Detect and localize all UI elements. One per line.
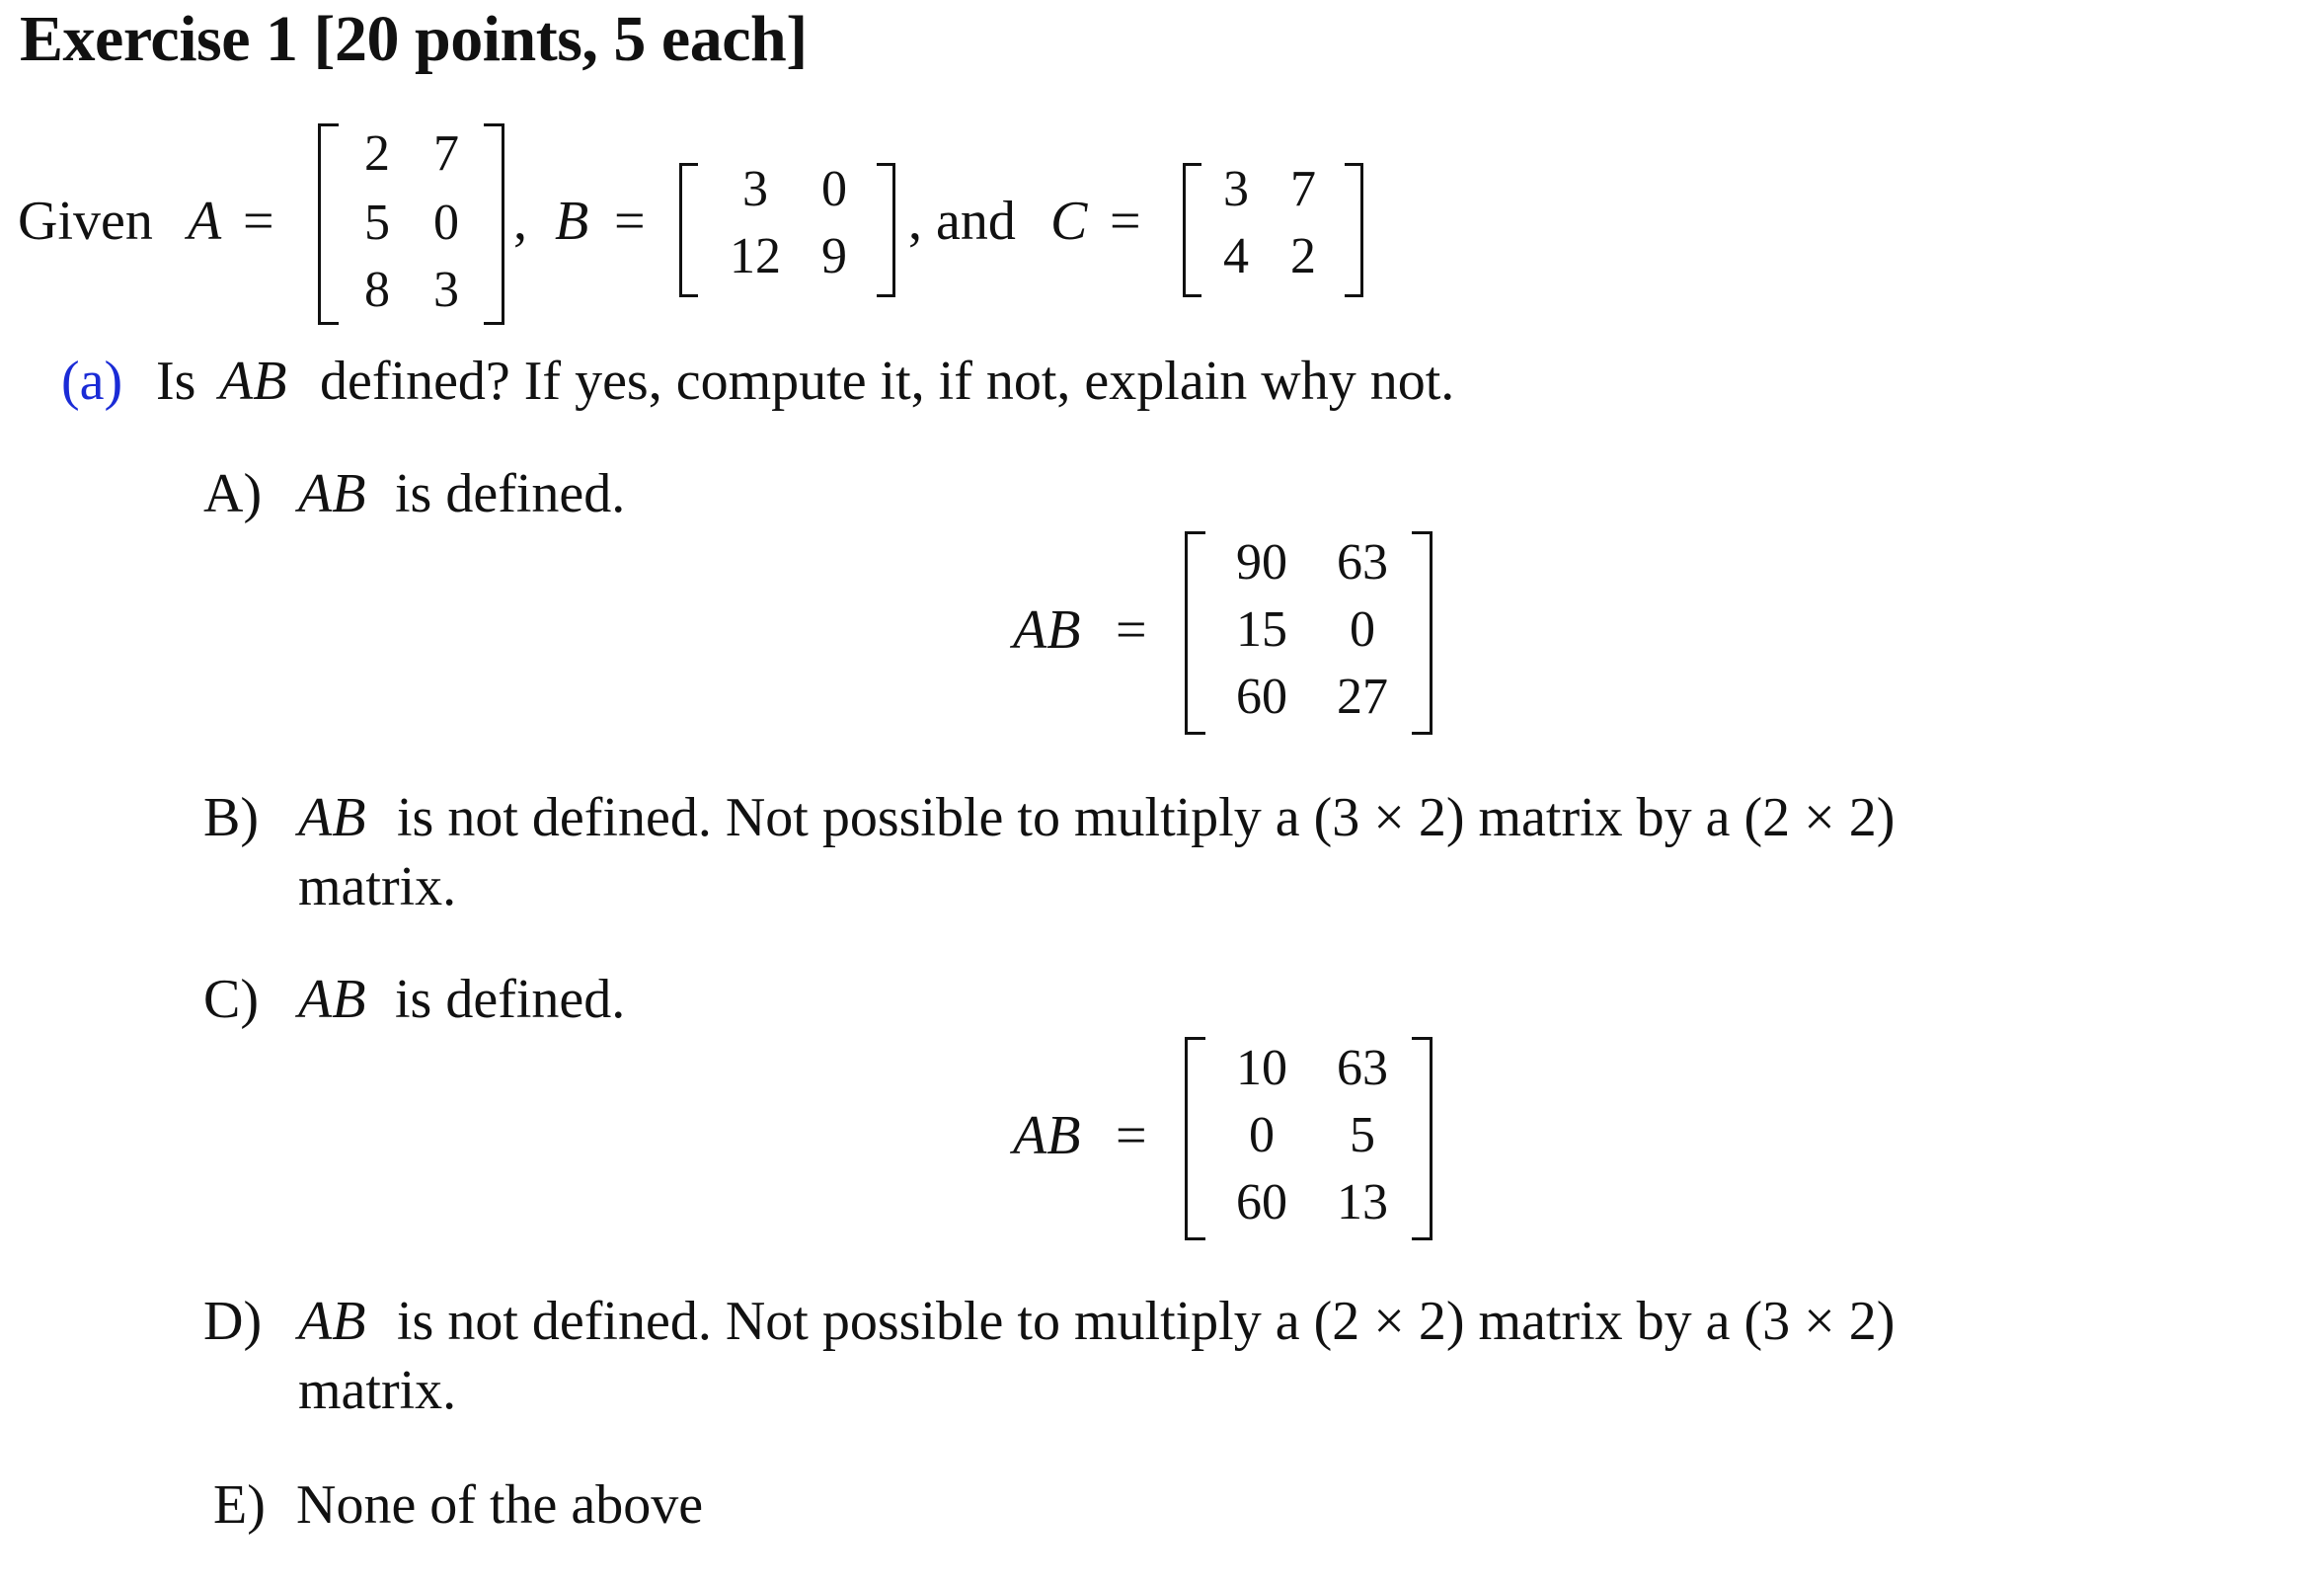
matrix-c-right-bracket (1345, 163, 1363, 297)
matrix-a-name: A (188, 191, 222, 252)
option-b-label: B) (203, 787, 259, 848)
given-word: Given (18, 191, 153, 252)
option-a-matrix-cell: 27 (1337, 669, 1388, 725)
option-a-equals: = (1116, 599, 1147, 661)
option-a-matrix-cell: 15 (1236, 601, 1287, 658)
matrix-b-name: B (555, 191, 589, 252)
question-var: AB (219, 351, 287, 412)
matrix-c-name: C (1050, 191, 1088, 252)
question-text-before: Is (156, 351, 196, 412)
option-c-matrix-cell: 63 (1337, 1040, 1388, 1096)
matrix-c-left-bracket (1183, 163, 1201, 297)
matrix-a-cell: 5 (364, 195, 390, 251)
option-a-matrix-cell: 0 (1350, 601, 1375, 658)
option-a-right-bracket (1412, 531, 1433, 735)
option-e-label: E) (213, 1474, 266, 1536)
option-a-matrix-cell: 90 (1236, 534, 1287, 591)
option-d-text: is not defined. Not possible to multiply a (2 × 2) matrix by a (3 × 2) (397, 1291, 1896, 1352)
option-c-matrix-cell: 5 (1350, 1107, 1375, 1163)
option-c-equals: = (1116, 1105, 1147, 1166)
matrix-a-cell: 2 (364, 125, 390, 182)
option-c-left-bracket (1185, 1037, 1205, 1240)
and-word: , and (908, 191, 1016, 252)
question-text: defined? If yes, compute it, if not, explain why not. (320, 351, 1455, 412)
option-a-matrix-cell: 63 (1337, 534, 1388, 591)
matrix-b-left-bracket (679, 163, 698, 297)
equals-sign: = (614, 191, 646, 252)
option-c-var: AB (298, 969, 366, 1030)
matrix-c-cell: 7 (1290, 161, 1316, 217)
matrix-a-cell: 3 (433, 262, 459, 318)
option-a-matrix-cell: 60 (1236, 669, 1287, 725)
equals-sign: = (243, 191, 274, 252)
matrix-b-cell: 12 (730, 228, 781, 284)
option-c-matrix-cell: 10 (1236, 1040, 1287, 1096)
matrix-c-cell: 4 (1223, 228, 1249, 284)
matrix-b-cell: 9 (821, 228, 847, 284)
option-c-matrix-cell: 60 (1236, 1174, 1287, 1230)
matrix-a-cell: 0 (433, 195, 459, 251)
option-c-label: C) (203, 969, 259, 1030)
option-a-label: A) (203, 463, 263, 524)
comma: , (513, 191, 527, 252)
option-a-eq-lhs: AB (1013, 599, 1081, 661)
option-a-text: is defined. (395, 463, 626, 524)
option-c-eq-lhs: AB (1013, 1105, 1081, 1166)
option-c-right-bracket (1412, 1037, 1433, 1240)
matrix-a-left-bracket (318, 123, 339, 325)
matrix-a-right-bracket (484, 123, 504, 325)
option-c-matrix-cell: 0 (1249, 1107, 1275, 1163)
matrix-a-cell: 8 (364, 262, 390, 318)
equals-sign: = (1110, 191, 1141, 252)
matrix-b-cell: 3 (742, 161, 768, 217)
option-a-left-bracket (1185, 531, 1205, 735)
option-b-text: is not defined. Not possible to multiply a (3 × 2) matrix by a (2 × 2) (397, 787, 1896, 848)
option-d-continuation: matrix. (298, 1360, 457, 1421)
option-b-var: AB (298, 787, 366, 848)
matrix-c-cell: 2 (1290, 228, 1316, 284)
matrix-b-right-bracket (877, 163, 895, 297)
exercise-heading: Exercise 1 [20 points, 5 each] (20, 3, 808, 75)
option-c-text: is defined. (395, 969, 626, 1030)
option-d-label: D) (203, 1291, 263, 1352)
option-a-var: AB (298, 463, 366, 524)
matrix-b-cell: 0 (821, 161, 847, 217)
matrix-a-cell: 7 (433, 125, 459, 182)
option-e-text: None of the above (296, 1474, 704, 1536)
option-b-continuation: matrix. (298, 856, 457, 917)
matrix-c-cell: 3 (1223, 161, 1249, 217)
option-d-var: AB (298, 1291, 366, 1352)
question-label: (a) (61, 351, 123, 412)
option-c-matrix-cell: 13 (1337, 1174, 1388, 1230)
